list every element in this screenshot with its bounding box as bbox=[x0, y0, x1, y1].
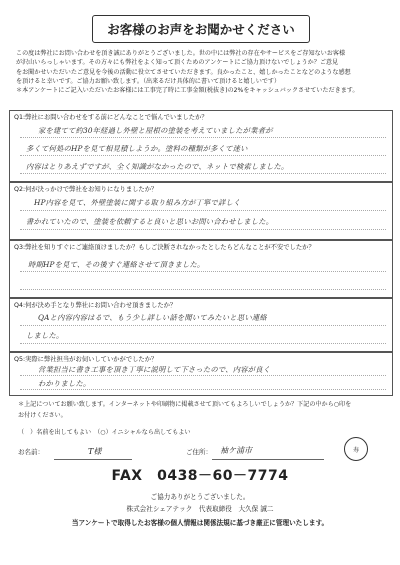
address-label: ご住所： bbox=[186, 448, 212, 456]
fax-number: FAX 0438－60－7774 bbox=[111, 468, 289, 484]
handwritten-answer: 書かれていたので、塗装を依頼すると良いと思いお問い合わせしました。 bbox=[26, 217, 274, 226]
question-label: Q2:何が決っかけで弊社をお知りになりましたか？ bbox=[14, 186, 158, 193]
consent-line: お付けください。 bbox=[18, 412, 67, 419]
intro-line: が沢山いらっしゃいます。その方々にも弊社をよく知って頂くためのアンケートにご協力頂けないでしょうか？ご意見 bbox=[16, 59, 339, 67]
handwritten-answer: しました。 bbox=[26, 331, 64, 340]
privacy-note: 当アンケートで取得したお客様の個人情報は関係法規に基づき厳正に管理いたします。 bbox=[71, 519, 329, 527]
ruled-line bbox=[20, 271, 386, 272]
consent-options: （ ）名前を出してもよい （○）イニシャルなら出してもよい bbox=[18, 429, 191, 436]
handwritten-answer: 家を建てて約30年経過し外壁と屋根の塗装を考えていましたが業者が bbox=[38, 126, 273, 135]
survey-title-text: お客様のお声をお聞かせください bbox=[107, 22, 295, 37]
question-box-q1 bbox=[9, 110, 393, 182]
thanks-text: ご協力ありがとうございました。 bbox=[150, 493, 250, 501]
question-label: Q1:弊社にお問い合わせをする前にどんなことで悩んでいましたか？ bbox=[14, 114, 208, 121]
ruled-line bbox=[20, 389, 386, 390]
survey-title bbox=[92, 15, 310, 43]
name-underline bbox=[54, 459, 132, 460]
hanko-stamp bbox=[344, 437, 368, 461]
address-underline bbox=[212, 459, 324, 460]
name-value: T様 bbox=[88, 447, 102, 456]
ruled-line bbox=[20, 229, 386, 230]
ruled-line bbox=[20, 325, 386, 326]
handwritten-answer: HP内容を見て、外壁塗装に関する取り組み方が丁寧で詳しく bbox=[34, 198, 241, 207]
handwritten-answer: 多くて何処のHPを見て相見積しようか。塗料の種類が多くて迷い bbox=[26, 144, 248, 153]
ruled-line bbox=[20, 343, 386, 344]
question-label: Q3:弊社を知りすぐにご連絡頂けましたか？もしご決断されなかったとしたらどんなことが不安でしたか？ bbox=[14, 244, 315, 251]
question-box-q4 bbox=[9, 298, 393, 352]
handwritten-answer: 営業担当に書き工事を頂き丁寧に説明して下さったので、内容が良く bbox=[38, 365, 271, 374]
ruled-line bbox=[20, 137, 386, 138]
consent-line: ＊上記についてお願い致します。インターネットや印刷物に掲載させて頂いてもよろしいでしょうか？下記の中から○印を bbox=[18, 401, 352, 408]
question-box-q2 bbox=[9, 182, 393, 240]
ruled-line bbox=[20, 375, 386, 376]
question-label: Q5:実際に弊社担当がお伺いしていかがでしたか？ bbox=[14, 356, 158, 363]
question-label: Q4:何が決め手となり弊社にお問い合わせ頂きましたか？ bbox=[14, 302, 177, 309]
ruled-line bbox=[20, 210, 386, 211]
handwritten-answer: QAと内容内容はるで、もう少し詳しい話を聞いてみたいと思い連絡 bbox=[38, 313, 267, 322]
name-label: お名前： bbox=[18, 448, 44, 456]
intro-line: をお聞かせいただいたご意見を今後の活動に役立てさせていただきます。良かったこと、嬉しかったことなどのような感想 bbox=[16, 68, 351, 76]
stamp-text: 寿 bbox=[352, 446, 359, 454]
company-info: 株式会社シェアテック 代表取締役 大久保 誠二 bbox=[126, 505, 274, 513]
question-box-q5 bbox=[9, 352, 393, 396]
intro-line: を頂けると幸いです。ご協力お願い致します。（出来るだけ具体的に書いて頂けると嬉しいです） bbox=[16, 77, 281, 85]
handwritten-answer: 内容はとりあえずですが、全く知識がなかったので、ネットで検索しました。 bbox=[26, 162, 289, 171]
ruled-line bbox=[20, 155, 386, 156]
ruled-line bbox=[20, 173, 386, 174]
consent-section bbox=[18, 399, 351, 438]
address-value: 袖ケ浦市 bbox=[220, 446, 252, 455]
question-box-q3 bbox=[9, 240, 393, 298]
handwritten-answer: 時期HPを見て、その後すぐ連絡させて頂きました。 bbox=[28, 260, 205, 269]
handwritten-answer: わかりました。 bbox=[38, 379, 91, 388]
intro-text bbox=[16, 49, 386, 95]
intro-line: この度は弊社にお問い合わせを頂き誠にありがとうございました。世の中には弊社の存在やサービスをご存知ないお客様 bbox=[16, 50, 346, 57]
ruled-line bbox=[20, 289, 386, 290]
intro-note: ＊本アンケートにご記入いただいたお客様には工事完了時に工事金額(税抜き)の2%をキャッシュバックさせていただきます。 bbox=[16, 87, 359, 95]
